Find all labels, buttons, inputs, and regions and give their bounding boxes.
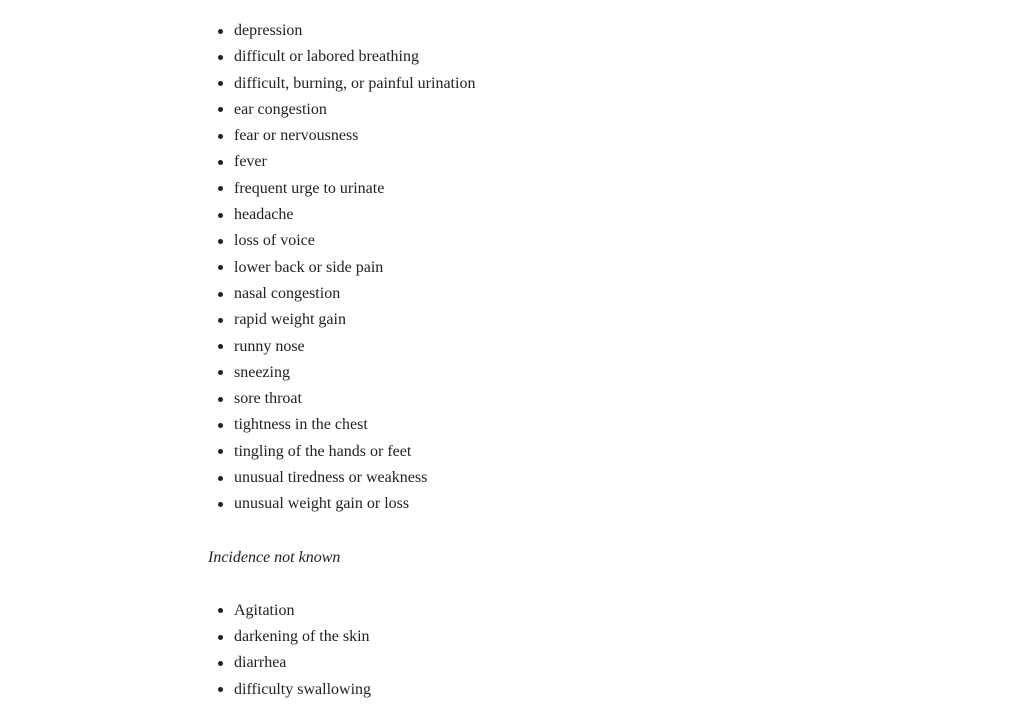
list-item: darkening of the skin xyxy=(208,624,828,650)
list-item: difficulty swallowing xyxy=(208,677,828,703)
list-item: diarrhea xyxy=(208,650,828,676)
list-item: headache xyxy=(208,202,828,228)
list-item: runny nose xyxy=(208,334,828,360)
incidence-heading: Incidence not known xyxy=(208,548,341,566)
list-item: tingling of the hands or feet xyxy=(208,439,828,465)
list-item: difficult or labored breathing xyxy=(208,44,828,70)
list-item: sneezing xyxy=(208,360,828,386)
list-item: unusual tiredness or weakness xyxy=(208,465,828,491)
list-item: Agitation xyxy=(208,598,828,624)
list-item: lower back or side pain xyxy=(208,255,828,281)
list-item: frequent urge to urinate xyxy=(208,176,828,202)
list-item: ear congestion xyxy=(208,97,828,123)
list-item: nasal congestion xyxy=(208,281,828,307)
list-item: tightness in the chest xyxy=(208,412,828,438)
list-item: rapid weight gain xyxy=(208,307,828,333)
list-item: fever xyxy=(208,149,828,175)
document-content xyxy=(208,18,828,703)
list-item: sore throat xyxy=(208,386,828,412)
list-item: fear or nervousness xyxy=(208,123,828,149)
list-item: difficult, burning, or painful urination xyxy=(208,71,828,97)
symptom-list-1 xyxy=(208,18,828,518)
list-item: depression xyxy=(208,18,828,44)
list-item: unusual weight gain or loss xyxy=(208,491,828,517)
list-item: loss of voice xyxy=(208,228,828,254)
symptom-list-2 xyxy=(208,598,828,703)
